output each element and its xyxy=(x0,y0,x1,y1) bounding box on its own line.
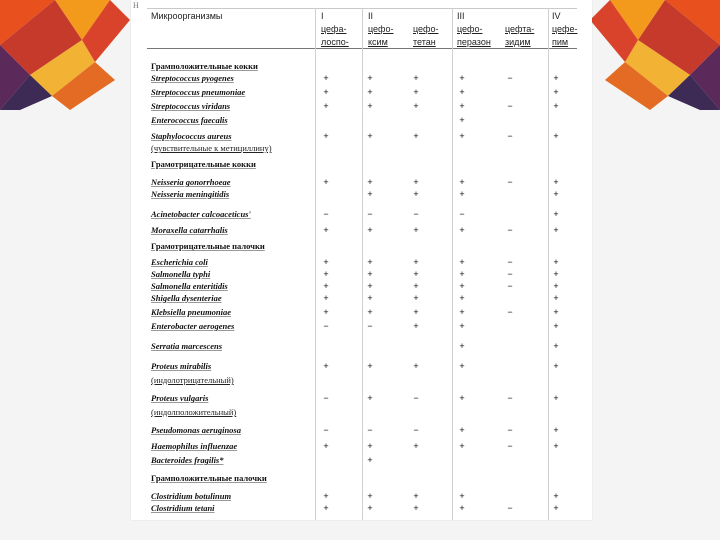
activity-mark: − xyxy=(323,321,329,331)
activity-mark: + xyxy=(413,281,419,291)
table-row xyxy=(131,320,592,332)
table-row xyxy=(131,306,592,318)
activity-mark: + xyxy=(413,131,419,141)
organism-name: Haemophilus influenzae xyxy=(151,441,238,451)
organism-name: Enterococcus faecalis xyxy=(151,115,228,125)
activity-mark: + xyxy=(367,101,373,111)
table-row xyxy=(131,256,592,268)
corner-mark: H xyxy=(133,1,139,10)
organism-name: Serratia marcescens xyxy=(151,341,223,351)
activity-mark: + xyxy=(323,87,329,97)
activity-mark: − xyxy=(507,177,513,187)
activity-mark: + xyxy=(553,281,559,291)
activity-mark: − xyxy=(507,307,513,317)
organism-name: Shigella dysenteriae xyxy=(151,293,222,303)
activity-mark: + xyxy=(413,441,419,451)
activity-mark: − xyxy=(507,73,513,83)
activity-mark: + xyxy=(323,307,329,317)
activity-mark: + xyxy=(367,441,373,451)
activity-mark: + xyxy=(413,101,419,111)
activity-mark: + xyxy=(413,189,419,199)
activity-mark: − xyxy=(323,393,329,403)
activity-mark: − xyxy=(459,209,465,219)
header-group-3b: цефта- зидим xyxy=(505,24,535,47)
activity-mark: + xyxy=(553,341,559,351)
activity-mark: + xyxy=(367,257,373,267)
activity-mark: + xyxy=(459,361,465,371)
activity-mark: + xyxy=(367,73,373,83)
section-heading-row xyxy=(131,60,592,72)
activity-mark: + xyxy=(553,177,559,187)
activity-mark: + xyxy=(367,225,373,235)
activity-mark: + xyxy=(459,101,465,111)
activity-mark: + xyxy=(367,393,373,403)
decorative-triangles-left xyxy=(0,0,130,110)
activity-mark: + xyxy=(413,321,419,331)
activity-mark: + xyxy=(367,269,373,279)
activity-mark: + xyxy=(553,101,559,111)
organism-name: Bacteroides fragilis* xyxy=(151,455,224,465)
activity-mark: − xyxy=(507,441,513,451)
activity-mark: + xyxy=(553,269,559,279)
activity-mark: + xyxy=(459,87,465,97)
activity-mark: − xyxy=(413,209,419,219)
organism-name: Грамположительные кокки xyxy=(151,61,258,71)
activity-mark: + xyxy=(413,177,419,187)
activity-mark: + xyxy=(459,131,465,141)
section-heading-row xyxy=(131,472,592,484)
section-heading-row xyxy=(131,240,592,252)
organism-name: (индолположительный) xyxy=(151,407,237,417)
activity-mark: + xyxy=(553,307,559,317)
activity-mark: − xyxy=(507,257,513,267)
activity-mark: + xyxy=(413,491,419,501)
activity-mark: + xyxy=(323,441,329,451)
activity-mark: + xyxy=(553,393,559,403)
activity-mark: − xyxy=(507,225,513,235)
activity-mark: + xyxy=(553,225,559,235)
activity-mark: + xyxy=(413,257,419,267)
activity-mark: + xyxy=(459,491,465,501)
activity-mark: − xyxy=(507,131,513,141)
activity-mark: + xyxy=(413,307,419,317)
activity-mark: + xyxy=(413,87,419,97)
activity-mark: − xyxy=(507,101,513,111)
activity-mark: − xyxy=(323,209,329,219)
activity-mark: + xyxy=(323,281,329,291)
section-heading-row xyxy=(131,158,592,170)
activity-mark: + xyxy=(367,455,373,465)
activity-mark: + xyxy=(553,425,559,435)
activity-mark: + xyxy=(413,503,419,513)
note-row xyxy=(131,142,592,154)
activity-mark: − xyxy=(507,393,513,403)
activity-mark: + xyxy=(459,425,465,435)
activity-mark: − xyxy=(367,425,373,435)
organism-name: Proteus mirabilis xyxy=(151,361,212,371)
activity-mark: + xyxy=(323,269,329,279)
activity-mark: + xyxy=(323,131,329,141)
table-row xyxy=(131,114,592,126)
organism-name: (чувствительные к метициллину) xyxy=(151,143,272,153)
activity-mark: + xyxy=(459,503,465,513)
activity-mark: + xyxy=(553,361,559,371)
table-row xyxy=(131,130,592,142)
organism-name: Salmonella enteritidis xyxy=(151,281,228,291)
activity-mark: + xyxy=(323,491,329,501)
table-row xyxy=(131,188,592,200)
table-row xyxy=(131,340,592,352)
activity-mark: + xyxy=(367,87,373,97)
header-group-4: IV цефе- пим xyxy=(552,11,578,47)
activity-mark: − xyxy=(367,209,373,219)
activity-mark: + xyxy=(413,269,419,279)
table-row xyxy=(131,360,592,372)
organism-name: Neisseria gonorrhoeae xyxy=(151,177,231,187)
table-document xyxy=(131,0,592,520)
organism-name: Staphylococcus aureus xyxy=(151,131,232,141)
table-row xyxy=(131,100,592,112)
activity-mark: + xyxy=(553,131,559,141)
activity-mark: + xyxy=(459,281,465,291)
header-group-2: II цефо- ксим xyxy=(368,11,394,47)
activity-mark: + xyxy=(323,293,329,303)
activity-mark: + xyxy=(553,491,559,501)
activity-mark: + xyxy=(459,393,465,403)
header-group-1: I цефа- лоспо- xyxy=(321,11,349,47)
table-row xyxy=(131,392,592,404)
header-group-3: III цефо- перазон xyxy=(457,11,491,47)
activity-mark: + xyxy=(553,441,559,451)
activity-mark: + xyxy=(323,177,329,187)
activity-mark: − xyxy=(413,425,419,435)
table-row xyxy=(131,268,592,280)
activity-mark: − xyxy=(507,281,513,291)
activity-mark: − xyxy=(367,321,373,331)
activity-mark: + xyxy=(553,73,559,83)
activity-mark: + xyxy=(459,73,465,83)
activity-mark: + xyxy=(413,225,419,235)
activity-mark: + xyxy=(323,257,329,267)
activity-mark: + xyxy=(459,257,465,267)
table-row xyxy=(131,440,592,452)
activity-mark: + xyxy=(459,293,465,303)
organism-name: Грамотрицательные кокки xyxy=(151,159,256,169)
activity-mark: + xyxy=(367,189,373,199)
activity-mark: + xyxy=(553,209,559,219)
table-row xyxy=(131,490,592,502)
organism-name: Neisseria meningitidis xyxy=(151,189,230,199)
activity-mark: + xyxy=(459,441,465,451)
activity-mark: + xyxy=(459,321,465,331)
organism-name: Pseudomonas aeruginosa xyxy=(151,425,241,435)
organism-name: Грамотрицательные палочки xyxy=(151,241,265,251)
header-group-2b: цефо- тетан xyxy=(413,24,439,47)
table-row xyxy=(131,176,592,188)
organism-name: Streptococcus pneumoniae xyxy=(151,87,246,97)
activity-mark: + xyxy=(323,361,329,371)
organism-name: Salmonella typhi xyxy=(151,269,211,279)
table-row xyxy=(131,502,592,514)
organism-name: (индолотрицательный) xyxy=(151,375,234,385)
organism-name: Proteus vulgaris xyxy=(151,393,209,403)
activity-mark: + xyxy=(459,341,465,351)
organism-name: Clostridium tetani xyxy=(151,503,215,513)
activity-mark: + xyxy=(553,87,559,97)
activity-mark: − xyxy=(507,425,513,435)
table-row xyxy=(131,280,592,292)
activity-mark: + xyxy=(459,269,465,279)
activity-mark: + xyxy=(323,225,329,235)
activity-mark: + xyxy=(367,281,373,291)
organism-name: Klebsiella pneumoniae xyxy=(151,307,232,317)
table-row xyxy=(131,86,592,98)
activity-mark: + xyxy=(367,361,373,371)
header-organism-label: Микроорганизмы xyxy=(151,11,223,21)
decorative-triangles-right xyxy=(590,0,720,110)
organism-name: Clostridium botulinum xyxy=(151,491,232,501)
activity-mark: + xyxy=(459,225,465,235)
organism-name: Enterobacter aerogenes xyxy=(151,321,235,331)
note-row xyxy=(131,406,592,418)
activity-mark: + xyxy=(553,257,559,267)
table-row xyxy=(131,454,592,466)
table-row xyxy=(131,424,592,436)
activity-mark: + xyxy=(413,73,419,83)
activity-mark: − xyxy=(413,393,419,403)
activity-mark: + xyxy=(413,361,419,371)
activity-mark: + xyxy=(323,101,329,111)
organism-name: Грамположительные палочки xyxy=(151,473,267,483)
activity-mark: + xyxy=(323,73,329,83)
activity-mark: + xyxy=(459,307,465,317)
activity-mark: + xyxy=(367,503,373,513)
organism-name: Acinetobacter calcoaceticus' xyxy=(151,209,251,219)
activity-mark: + xyxy=(553,189,559,199)
activity-mark: + xyxy=(459,177,465,187)
activity-mark: + xyxy=(553,321,559,331)
activity-mark: − xyxy=(507,503,513,513)
organism-name: Streptococcus viridans xyxy=(151,101,231,111)
table-row xyxy=(131,72,592,84)
activity-mark: + xyxy=(553,293,559,303)
note-row xyxy=(131,374,592,386)
activity-mark: + xyxy=(459,189,465,199)
table-row xyxy=(131,292,592,304)
activity-mark: + xyxy=(413,293,419,303)
organism-name: Moraxella catarrhalis xyxy=(151,225,228,235)
activity-mark: + xyxy=(553,503,559,513)
table-row xyxy=(131,208,592,220)
activity-mark: − xyxy=(323,425,329,435)
organism-name: Streptococcus pyogenes xyxy=(151,73,234,83)
activity-mark: + xyxy=(367,491,373,501)
activity-mark: + xyxy=(367,307,373,317)
activity-mark: + xyxy=(367,131,373,141)
activity-mark: + xyxy=(367,177,373,187)
activity-mark: − xyxy=(507,269,513,279)
table-row xyxy=(131,224,592,236)
activity-mark: + xyxy=(323,503,329,513)
organism-name: Escherichia coli xyxy=(151,257,208,267)
activity-mark: + xyxy=(459,115,465,125)
activity-mark: + xyxy=(367,293,373,303)
